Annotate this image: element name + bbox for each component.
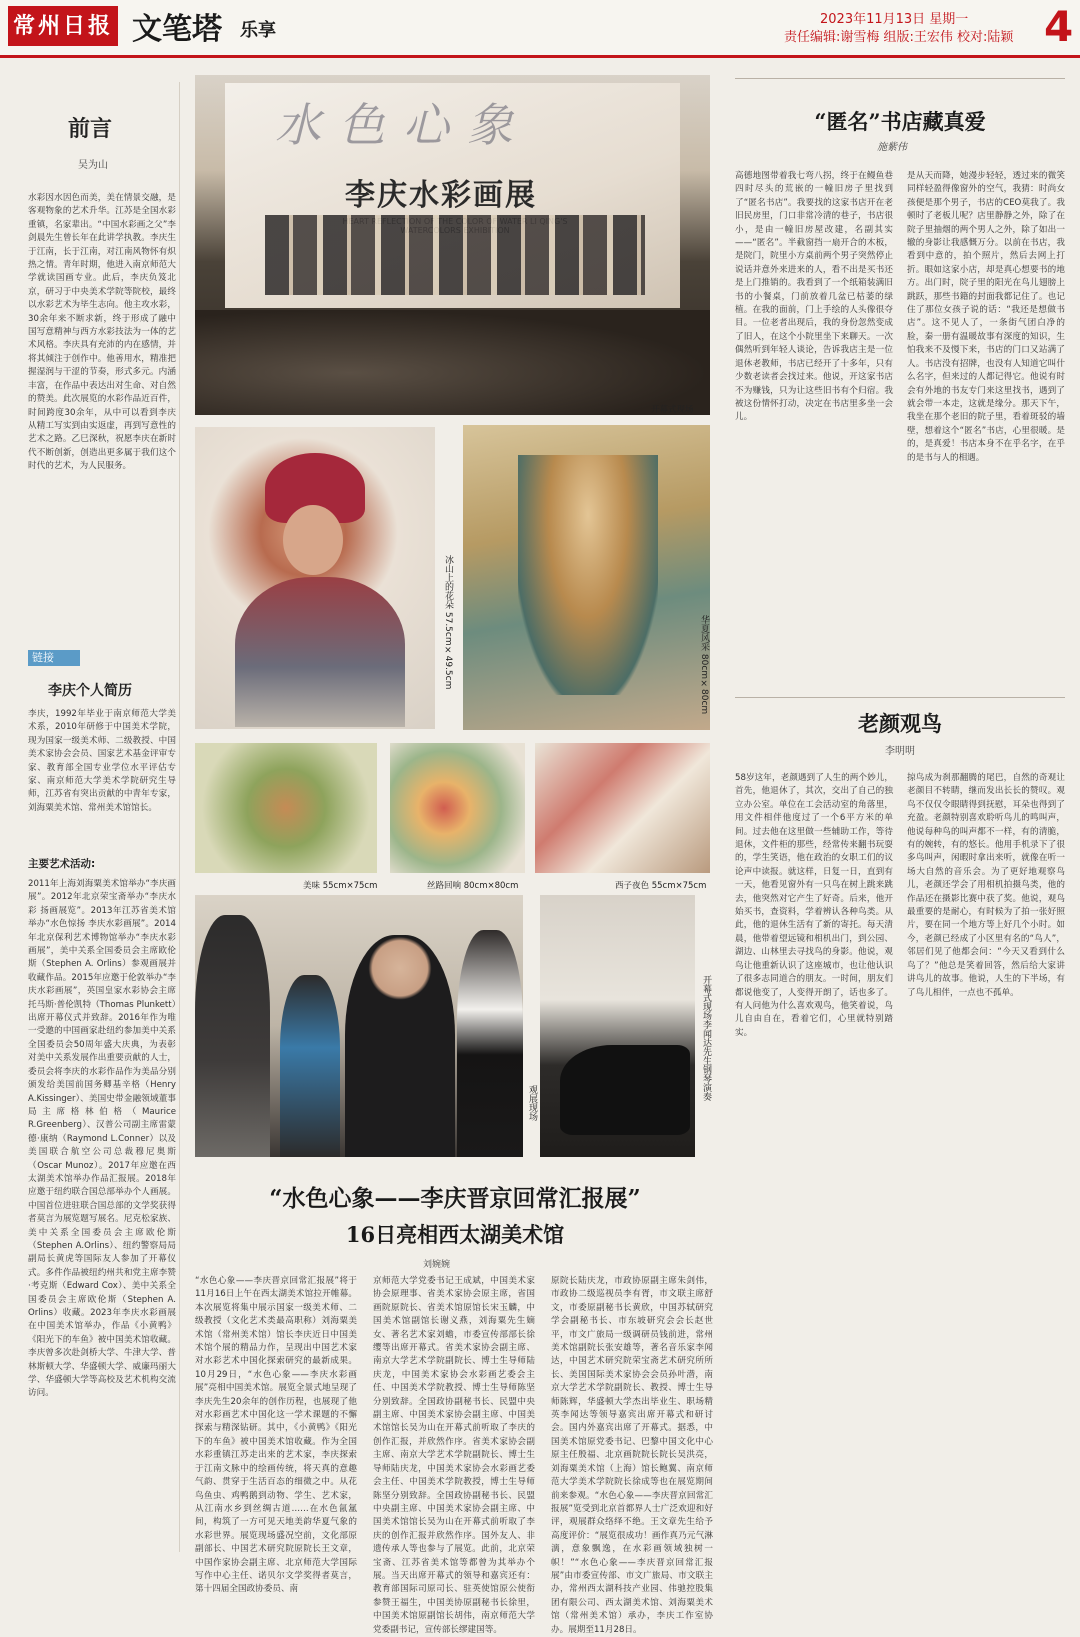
girl-face (283, 505, 343, 575)
right-column (735, 78, 1065, 1555)
guests-on-stage (265, 215, 645, 295)
painting-buddha (463, 425, 710, 730)
bookstore-article-title: “匿名”书店藏真爱 (814, 109, 986, 134)
section-title: 文笔塔 (132, 12, 222, 47)
activities-body: 2011年上海刘海粟美术馆举办“李庆画展”。2012年北京荣宝斋举办“李庆水彩 扬画展览”。2013年江苏省美术馆举办“水色惊扬 李庆水彩画展”。2014年北京保利艺术博物馆举办“李庆水彩画展”，美中关系全国委员会主席欧伦斯（Stephen A. Orlins）参观画展并收藏作品。2015年应邀于伦敦举办“李庆水彩画展”，英国皇家水彩协会主席托马斯·普伦凯特（Thomas Plunkett）出席开幕仪式并致辞。2016年作为唯一受邀的中国画家赴纽约参加美中关系全国委员会50周年盛大庆典，为表彰对美中关系发展作出重要贡献的人士，委员会将李庆的水彩作品作为美品分别颁发给美国前国务卿基辛格（Henry A.Kissinger）、美国史带金融领域董事局主席格林伯格（Maurice R.Greenberg）、汉普公司副主席雷蒙德·康纳（Raymond L.Conner）以及美国联合航空公司总裁穆尼奥斯（Oscar Munoz）。2017年应邀在西太湖美术馆举办作品汇报展。2018年应邀于纽约联合国总部举办个人画展。中国首位进驻联合国总部的文学奖获得者莫言为展览题写展名。尼克松家族、美中关系全国委员会主席欧伦斯（Stephen A.Orlins）、纽约警察局局副局长黄虎等国际友人参加了开幕仪式。多件作品被纽约州共和党主席李赞·考克斯（Edward Cox）、美中关系全国委员会主席欧伦斯（Stephen A. Orlins）收藏。2023年李庆水彩画展在中国美术馆举办，作品《小黄鸭》《阳光下的车鱼》被中国美术馆收藏。李庆曾多次赴剑桥大学、牛津大学、普林斯顿大学、华盛顿大学、威廉玛丽大学、华盛顿大学等高校及艺术机构交流访问。 (28, 879, 176, 1399)
squirrel-caption: 美味 55cm×75cm (303, 881, 378, 891)
opening-photo-caption: 开幕式现场 (651, 405, 694, 415)
newspaper-logo: 常州日报 (8, 6, 118, 46)
main-headline: “水色心象——李庆晋京回常汇报展” (269, 1185, 641, 1212)
page-number: 4 (1044, 2, 1074, 51)
main-body-col-2: 京师范大学党委书记王成斌，中国美术家协会原理事、省美术家协会原主席，省国画院原院长、省美术馆原馆长宋玉麟，中国美术馆副馆长谢义燕，刘海粟先生嫡女、著名艺术家刘蟾，市委宣传部部长徐缨等出席开幕式。省美术家协会副主席、南京大学艺术学院副院长、博士生导师陆庆龙，中国美术家协会水彩画艺委会主任、中国美术学院教授、博士生导师陈坚分别致辞。全国政协副秘书长、民盟中央副主席、中国美术家协会副主席、中国美术馆馆长吴为山在开幕式前听取了李庆的创作汇报，并欣然作序。省美术家协会副主席、南京大学艺术学院副院长、博士生导师陆庆龙，中国美术家协会水彩画艺委会主任、中国美术学院教授，博士生导师陈坚分别致辞。全国政协副秘书长、民盟中央副主席、中国美术家协会副主席、中国美术馆馆长吴为山在开幕式前听取了李庆的创作汇报并欣然作序。国外友人、非遗传承人等也参与了展览。此前，北京荣宝斋、江苏省美术馆等都曾为其举办个展。当天出席开幕式的领导和嘉宾还有：教育部国际司原司长、驻英使馆原公使衔参赞王福生，中国美协原副秘书长徐里，中国美术馆原副馆长胡伟，南京师范大学党委副书记，宣传部长缪建国等。 (373, 1276, 535, 1635)
painting-girl (195, 427, 435, 729)
buddha-painting-caption: 华夏风采 80cm×80cm (699, 615, 709, 715)
birdwatch-article-title: 老颜观鸟 (858, 711, 942, 736)
birdwatch-body-col-2: 掠鸟成为刹那翻腾的尾巴，自然的奇观让老颜目不转睛，继而发出长长的赞叹。观鸟不仅仅令眼睛得到抚慰，耳朵也得到了充盈。老颜特别喜欢聆听鸟儿的鸣叫声，他说每种鸟的叫声都不一样，有的清脆，有的婉转，有的悠长。他用手机录下了很多鸟叫声，闲暇时拿出来听，就像在听一场大自然的音乐会。为了更好地观察鸟儿，老颜还学会了用相机拍摄鸟类，他的作品还在摄影比赛中获了奖。他说，观鸟最重要的是耐心，有时候为了拍一张好照片，要在同一个地方等上好几个小时。如今，老颜已经成了小区里有名的“鸟人”，邻居们见了他都会问：“今天又看到什么鸟了？”他总是笑着回答，然后给大家讲讲鸟儿的故事。他说，人生的下半场，有了鸟儿相伴，一点也不孤单。 (907, 773, 1065, 998)
main-author: 刘婉婉 (423, 1260, 451, 1270)
piano-photo (540, 895, 695, 1157)
piano-caption: 开幕式现场李闻达先生钢琴演奏 (701, 975, 711, 1101)
visitor-3 (345, 935, 455, 1157)
visitor-1 (195, 915, 270, 1157)
section-subtitle: 乐享 (240, 20, 276, 41)
activities-title: 主要艺术活动: (28, 858, 96, 870)
birdwatch-body-col-1: 58岁这年，老颜遇到了人生的两个妙儿，首先，他退休了，其次，交出了自己的独立办公室。单位在工会活动室的角落里，用文件相伴他度过了一个6平方米的单间。过去他在这里做一些辅助工作，等待退休，文件柜的那些，经常传来翻书玩耍的，学生笑语，他在政治的女职工们的议论声中读报。就这样，日复一日，直到有一天，他看见窗外有一只鸟在树上跳来跳去，他突然对它产生了好奇。后来，他开始买书，查资料，学着辨认各种鸟类。从此，他的退休生活有了新的寄托。每天清晨，他带着望远镜和相机出门，到公园、湖边、山林里去寻找鸟的身影。他说，观鸟让他重新认识了这座城市，也让他认识了很多志同道合的朋友。一时间，朋友们都说他变了，人变得开朗了，话也多了。有人问他为什么喜欢观鸟，他笑着说，鸟儿自由自在，看着它们，心里就特别踏实。 (735, 773, 893, 1038)
flower-caption: 丝路回响 80cm×80cm (427, 881, 519, 891)
main-subheadline: 16日亮相西太湖美术馆 (345, 1222, 565, 1247)
bookstore-body-col-1: 高德地图带着我七弯八拐，终于在鳗鱼巷四时尽头的荒嵌的一幢旧房子里找到了“匿名书店”。我要找的这家书店开在老旧民房里，门口非常冷清的巷子，书店很小，是由一幢旧房屋改建，名副其实——“匿名”。半截窗挡一扇开合的木板，是院门，院里小方桌前两个男子突然停止说话并意外来进来的人，看不出是买书还是上门推销的。我看到了一个纸箱装满旧书的小餐桌，门前放着几盆已枯萎的绿植。在我的面前，门上手绘的人头像很夺目。一位老者出现后，我的身份忽然变成了旧人，在这个小院里坐下来聊天。一次偶然听到年轻人谈论，告诉我店主是一位退休老教师，书店已经开了十多年，只有少数老读者会找过来。他说，开这家书店不为赚钱，只为让这些旧书有个归宿。我被这份情怀打动，决定在书店里多坐一会儿。 (735, 171, 893, 423)
birdwatch-article-author: 李明明 (885, 746, 915, 757)
center-column (195, 75, 715, 1635)
editor-credits: 责任编辑:谢雪梅 组版:王宏伟 校对:陆颖 (784, 30, 1014, 45)
visitor-4 (457, 930, 523, 1157)
issue-date: 2023年11月13日 星期一 (820, 12, 969, 27)
bookstore-body-col-2: 是从天而降，她漫步轻轻，透过来的微笑同样轻盈得像窗外的空气，我猜：时尚女孩便是那个男子，书店的CEO莫我了。我顿时了老板儿呢？店里静静之外，除了在院子里抽烟的两个男人之外，除了如出一辙的身影让我感慨万分。以前在书店，我看到中意的，拍个照片，然后去网上打折。眼如这家小店，却是真心想要书的地方。出门时，院子里的阳光在鸟儿翅膀上跳跃，那些书籍的封面我都记住了。也记住了那位女孩子说的话：“我还是想做书店”。这不见人了，一条街气团白净的脸，秦一册有温暖故事有深度的知识，生怕我来不及慢下来，书店的门口又站满了人。书店没有招牌，也没有人知道它叫什么名字，但来过的人都记得它。他说有时会有外地的书友专门来这里找书，遇到了就会带一本走，这就是缘分。那天下午，我坐在那个老旧的院子里，看着斑驳的墙壁，想着这个“匿名”书店，心里很暖。是的，是真爱！书店本身不在乎名字，在乎的是书与人的相遇。 (907, 171, 1065, 463)
audience-crowd (195, 310, 710, 415)
visitor-2 (280, 975, 340, 1157)
grand-piano (560, 1045, 690, 1135)
visitors-caption: 观展现场 (527, 1085, 537, 1121)
banner-title: 李庆水彩画展 (345, 178, 537, 213)
main-body-col-1: “水色心象——李庆晋京回常汇报展”将于11月16日上午在西太湖美术馆拉开帷幕。本次展览将集中展示国家一级美术师、二级教授（文化艺术类最高职称）刘海粟美术馆（常州美术馆）馆长李庆近日中国美术馆个展的精品力作，呈现出中国艺术家对水彩艺术中国化探索研究的最新成果。10月29日，“水色心象——李庆水彩画展”亮相中国美术馆。展览全景式地呈现了李庆先生20余年的创作历程，也展现了他对水彩画艺术中国化这一学术课题的不懈探索与精深钻研。其中，《小黄鸭》《阳光下的车鱼》被中国美术馆收藏。作为全国水彩重镇江苏走出来的艺术家，李庆探索于江南文脉中的绘画传统，将天真的意趣气韵、贯穿于生活百态的细微之中。从花鸟鱼虫、鸡鸭鹅到动物、学生、艺术家，从江南水乡到丝绸古道……在水色氤氲间，构筑了一方可见天地美韵华夏气象的水彩世界。展览现场盛况空前，文化部原副部长、中国艺术研究院原院长王文章，中国作家协会副主席、北京师范大学国际写作中心主任、诺贝尔文学奖得者莫言，第十四届全国政协委员、南 (195, 1276, 357, 1595)
banner-calligraphy: 水色心象 (275, 98, 531, 152)
link-tag: 链接 (28, 650, 80, 666)
painting-squirrel (195, 743, 377, 873)
left-column (28, 82, 180, 1552)
fishes-caption: 西子夜色 55cm×75cm (615, 881, 707, 891)
painting-flower (390, 743, 525, 873)
preface-author: 吴为山 (78, 160, 108, 171)
visitors-photo (195, 895, 523, 1157)
girl-painting-caption: 冰山上的花朵 57.5cm×49.5cm (443, 555, 453, 690)
masthead (0, 0, 1080, 58)
preface-body: 水彩因水因色而美，美在情景交融，是客观物象的艺术升华。江苏是全国水彩重镇，名家辈出。“中国水彩画之父”李剑晨先生曾长年在此讲学执教。李庆生于江南，长于江南，对江南风物怀有炽热之情。青年时期，他进入南京师范大学就读国画专业。此后，李庆负笈北京，研习于中央美术学院等院校，最终以水彩艺术为毕生志向。他主攻水彩，30余年来不断求新，终于形成了融中国写意精神与西方水彩技法为一体的艺术风格。李庆具有充沛的内在感情，并将其倾注于创作中。他善用水，精准把握湿润与干涩的节奏，形式多元。内涵丰富，在作品中表达出对生命、对自然的赞美。此次展览的水彩作品近百件，时间跨度30余年，从中可以看到李庆从精工写实到由实返虚，再到写意性的艺术之路。乙巳深秋，祝愿李庆在新时代不断创新，创造出更多属于我们这个时代的艺术，为人民服务。 (28, 193, 176, 472)
opening-ceremony-photo (195, 75, 710, 415)
main-body-col-3: 原院长陆庆龙，市政协原副主席朱剑伟，市政协二级巡视员李有胥，市文联主席舒文，市委原副秘书长黄欣，中国苏轼研究学会副秘书长、市东坡研究会会长赵世平，市文广旅局一级调研员钱前进，常州美术馆副院长张安雄等，著名音乐家李闻达，中国艺术研究院荣宝斋艺术研究所所长、美国国际美术家协会会员孙叶潜，南京大学艺术学院副院长、教授、博士生导师陈辉，华盛顿大学杰出毕业生、职场精英李闻达等领导嘉宾出席开幕式和研讨会。国内外嘉宾出席了开幕式。据悉，中国美术馆原党委书记、巴黎中国文化中心原主任殷福、北京画院院长院长吴洪亮，刘海粟美术馆（上海）馆长鲍翼、南京师范大学美术学院院长徐成等也在展览期间前来参观。“水色心象——李庆晋京回常汇报展”览受到北京首都界人士广泛欢迎和好评，观展群众络绎不绝。王文章先生给予高度评价：“展览很成功！画作真乃元气淋漓，意象飘逸，在水彩画领域独树一帜！”“水色心象——李庆晋京回常汇报展”由市委宣传部、市文广旅局、市文联主办，常州西太湖科技产业园、伟驰控股集团有限公司、西太湖美术馆、刘海粟美术馆（常州美术馆）承办，李庆工作室协办。展期至11月28日。 (551, 1276, 713, 1635)
bio-body: 李庆，1992年毕业于南京师范大学美术系，2010年研修于中国美术学院，现为国家一级美术师、二级教授、中国美术家协会会员、国家艺术基金评审专家、教育部全国专业学位水平评估专家、南京师范大学美术学院研究生导师，江苏省有突出贡献的中青年专家，刘海粟美术馆、常州美术馆馆长。 (28, 709, 176, 813)
bio-title: 李庆个人简历 (48, 683, 132, 699)
bookstore-article-author: 施紫伟 (877, 142, 907, 153)
preface-title: 前言 (68, 116, 113, 142)
girl-coat (235, 577, 405, 727)
buddha-figure (518, 455, 658, 695)
painting-fishes (535, 743, 710, 873)
